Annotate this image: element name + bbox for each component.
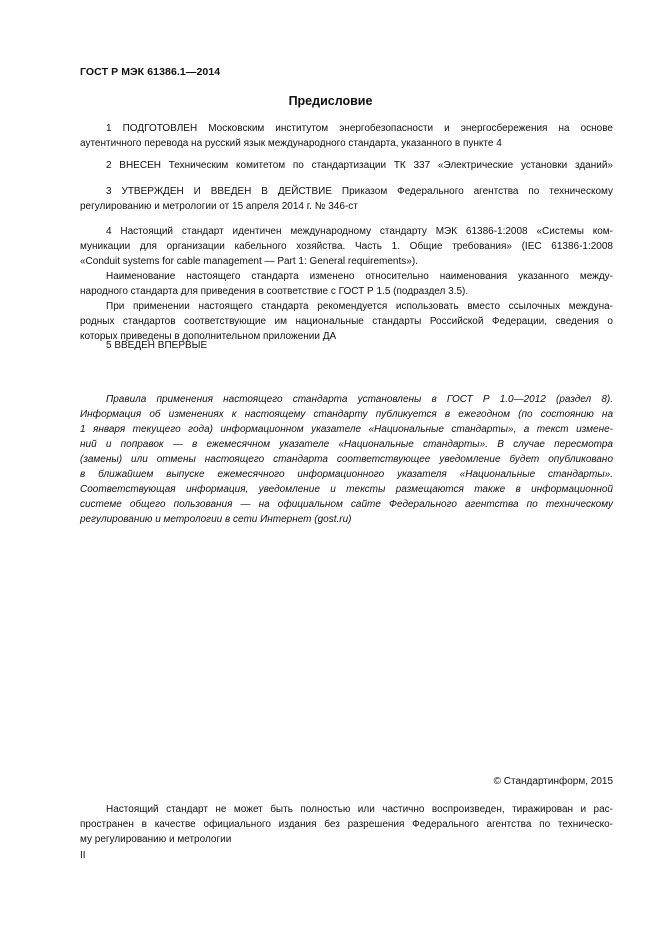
- preface-item-4-note2-line: которых приведены в дополнительном приложении ДА: [80, 331, 337, 342]
- page-number: II: [80, 850, 86, 861]
- preface-item-2-line: 2 ВНЕСЕН Техническим комитетом по стандартизации ТК 337 «Электрические установки зданий»: [106, 160, 613, 171]
- preface-item-5-line: 5 ВВЕДЕН ВПЕРВЫЕ: [106, 340, 208, 351]
- preface-item-4-line: муникации для организации кабельного хозяйства. Часть 1. Общие требования» (IEC 61386-1:2008: [80, 241, 613, 252]
- application-rules-note: [80, 392, 613, 527]
- preface-item-2: [80, 158, 613, 173]
- page-title: Предисловие: [288, 94, 373, 108]
- preface-item-4-line: 4 Настоящий стандарт идентичен международному стандарту МЭК 61386-1:2008 «Системы ком-: [106, 226, 613, 237]
- reproduction-notice-line: пространен в качестве официального издания без разрешения Федерального агентства по техническо-: [80, 819, 613, 830]
- application-rules-line: Соответствующая информация, уведомление и тексты размещаются также в информационной: [80, 484, 613, 495]
- reproduction-notice: [80, 802, 613, 847]
- application-rules-line: Информация об изменениях к настоящему стандарту публикуется в ежегодном (по состоянию на: [80, 409, 613, 420]
- application-rules-line: в ближайшем выпуске ежемесячного информационного указателя «Национальные стандарты».: [80, 469, 613, 480]
- standard-code-header: ГОСТ Р МЭК 61386.1—2014: [80, 66, 221, 78]
- application-rules-line: (замены) или отмены настоящего стандарта соответствующее уведомление будет опубликовано: [80, 454, 613, 465]
- copyright-notice: © Стандартинформ, 2015: [493, 776, 613, 787]
- preface-item-4-line: «Conduit systems for cable management — Part 1: General requirements»).: [80, 256, 418, 267]
- application-rules-line: системе общего пользования — на официальном сайте Федерального агентства по техническому: [80, 499, 613, 510]
- preface-item-4-note1-line: народного стандарта для приведения в соответствие с ГОСТ Р 1.5 (подраздел 3.5).: [80, 286, 469, 297]
- preface-item-4-note2-line: родных стандартов соответствующие им национальные стандарты Российской Федерации, сведения о: [80, 316, 613, 327]
- preface-item-4: [80, 224, 613, 344]
- preface-item-3: [80, 184, 613, 214]
- application-rules-line: ний и поправок — в ежемесячном указателе «Национальные стандарты». В случае пересмотра: [80, 439, 613, 450]
- application-rules-line: регулированию и метрологии в сети Интернет (gost.ru): [80, 514, 352, 525]
- preface-item-1-line: аутентичного перевода на русский язык международного стандарта, указанного в пункте 4: [80, 138, 502, 149]
- preface-item-5: [80, 338, 613, 353]
- reproduction-notice-line: му регулированию и метрологии: [80, 834, 232, 845]
- preface-item-1-line: 1 ПОДГОТОВЛЕН Московским институтом энергобезопасности и энергосбережения на основе: [106, 123, 613, 134]
- preface-item-3-line: 3 УТВЕРЖДЕН И ВВЕДЕН В ДЕЙСТВИЕ Приказом Федерального агентства по техническому: [106, 186, 613, 197]
- preface-item-1: [80, 121, 613, 151]
- application-rules-line: Правила применения настоящего стандарта установлены в ГОСТ Р 1.0—2012 (раздел 8).: [106, 394, 613, 405]
- preface-item-4-note1-line: Наименование настоящего стандарта изменено относительно наименования указанного между-: [106, 271, 613, 282]
- preface-item-4-note2-line: При применении настоящего стандарта рекомендуется использовать вместо ссылочных междуна-: [106, 301, 613, 312]
- reproduction-notice-line: Настоящий стандарт не может быть полностью или частично воспроизведен, тиражирован и рас-: [106, 804, 613, 815]
- preface-item-3-line: регулированию и метрологии от 15 апреля 2014 г. № 346-ст: [80, 201, 358, 212]
- application-rules-line: 1 января текущего года) информационном указателе «Национальные стандарты», а текст измене-: [80, 424, 613, 435]
